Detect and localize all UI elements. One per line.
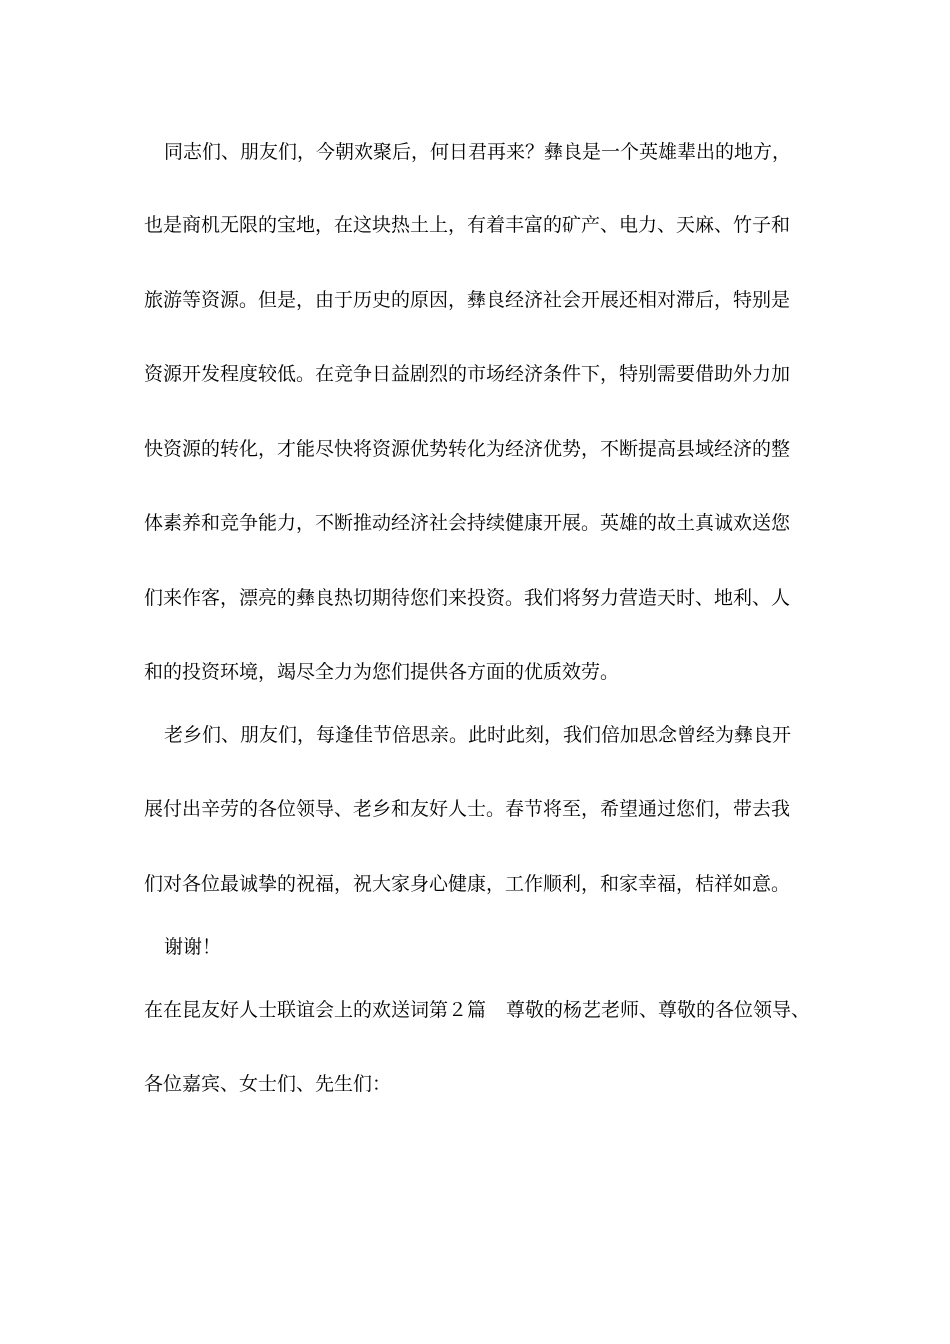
paragraph-2-line-3: 们对各位最诚挚的祝福，祝大家身心健康，工作顺利，和家幸福，桔祥如意。	[144, 873, 791, 895]
paragraph-1-line-2: 也是商机无限的宝地，在这块热土上，有着丰富的矿产、电力、天麻、竹子和	[144, 214, 791, 236]
greeting-start: 尊敬的杨艺老师、尊敬的各位领导、	[506, 999, 811, 1021]
section-heading-line	[144, 998, 824, 1022]
paragraph-2-line-2: 展付出辛劳的各位领导、老乡和友好人士。春节将至，希望通过您们，带去我	[144, 798, 791, 820]
section-heading: 在在昆友好人士联谊会上的欢送词第２篇	[144, 999, 487, 1021]
paragraph-1-line-4: 资源开发程度较低。在竞争日益剧烈的市场经济条件下，特别需要借助外力加	[144, 363, 791, 385]
paragraph-1-line-5: 快资源的转化，才能尽快将资源优势转化为经济优势，不断提高县域经济的整	[144, 438, 791, 460]
paragraph-1-line-6: 体素养和竞争能力，不断推动经济社会持续健康开展。英雄的故土真诚欢送您	[144, 512, 791, 534]
paragraph-1-line-1: 同志们、朋友们，今朝欢聚后，何日君再来？彝良是一个英雄辈出的地方，	[164, 141, 792, 163]
paragraph-1-line-3: 旅游等资源。但是，由于历史的原因，彝良经济社会开展还相对滞后，特别是	[144, 289, 791, 311]
thanks-line: 谢谢！	[164, 936, 222, 958]
paragraph-1-line-8: 和的投资环境，竭尽全力为您们提供各方面的优质效劳。	[144, 661, 620, 683]
greeting-end: 各位嘉宾、女士们、先生们：	[144, 1073, 392, 1095]
paragraph-1-line-7: 们来作客，漂亮的彝良热切期待您们来投资。我们将努力营造天时、地利、人	[144, 587, 791, 609]
paragraph-2-line-1: 老乡们、朋友们，每逢佳节倍思亲。此时此刻，我们倍加思念曾经为彝良开	[164, 724, 792, 746]
